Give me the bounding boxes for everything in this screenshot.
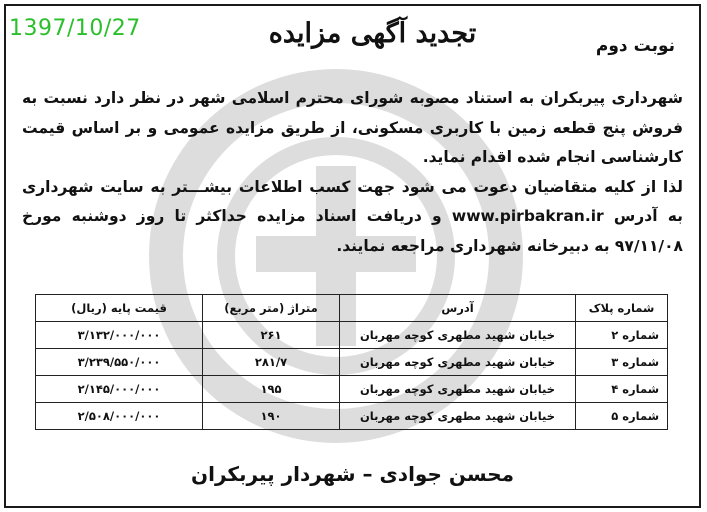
table-row — [36, 403, 668, 430]
cell-plate: شماره ۴ — [576, 376, 668, 403]
cell-price: ۳/۱۳۲/۰۰۰/۰۰۰ — [36, 322, 203, 349]
body-paragraph-2-start: لذا از کلیه متقاضیان دعوت می شود جهت کسب اطلاعات بیشـــتر به سایت شهرداری به آدرس — [22, 177, 683, 225]
signature-line: محسن جوادی – شهردار پیربکران — [191, 462, 514, 486]
notice-body — [22, 84, 683, 261]
cell-address: خیابان شهید مطهری کوچه مهربان — [340, 322, 576, 349]
date-stamp: 1397/10/27 — [9, 16, 141, 41]
cell-plate: شماره ۳ — [576, 349, 668, 376]
body-paragraph-2 — [22, 173, 683, 262]
table-row — [36, 322, 668, 349]
cell-plate: شماره ۵ — [576, 403, 668, 430]
table-row — [36, 349, 668, 376]
page-title: تجدید آگهی مزایده — [268, 18, 477, 49]
header-plate: شماره پلاک — [576, 295, 668, 322]
website-link[interactable]: www.pirbakran.ir — [451, 207, 604, 225]
cell-area: ۱۹۰ — [203, 403, 340, 430]
table-row — [36, 376, 668, 403]
cell-price: ۲/۱۴۵/۰۰۰/۰۰۰ — [36, 376, 203, 403]
header-price: قیمت پایه (ریال) — [36, 295, 203, 322]
cell-area: ۲۸۱/۷ — [203, 349, 340, 376]
cell-area: ۲۶۱ — [203, 322, 340, 349]
header-area: متراژ (متر مربع) — [203, 295, 340, 322]
header-address: آدرس — [340, 295, 576, 322]
cell-price: ۳/۲۳۹/۵۵۰/۰۰۰ — [36, 349, 203, 376]
table-header-row — [36, 295, 668, 322]
cell-address: خیابان شهید مطهری کوچه مهربان — [340, 376, 576, 403]
cell-address: خیابان شهید مطهری کوچه مهربان — [340, 349, 576, 376]
body-paragraph-1: شهرداری پیربکران به استناد مصوبه شورای محترم اسلامی شهر در نظر دارد نسبت به فروش پنج قطعه زمین با کاربری مسکونی، از طریق مزایده عمومی و بر اساس قیمت کارشناسی انجام شده اقدام نماید. — [22, 89, 683, 166]
body-paragraph-2-end: و دریافت اسناد مزایده حداکثر تا روز دوشنبه مورخ ۹۷/۱۱/۰۸ به دبیرخانه شهرداری مراجعه نمایند. — [22, 207, 683, 255]
notice-frame — [4, 4, 701, 508]
lots-table — [35, 294, 668, 430]
cell-price: ۲/۵۰۸/۰۰۰/۰۰۰ — [36, 403, 203, 430]
cell-area: ۱۹۵ — [203, 376, 340, 403]
cell-plate: شماره ۲ — [576, 322, 668, 349]
notice-round: نوبت دوم — [595, 36, 675, 56]
cell-address: خیابان شهید مطهری کوچه مهربان — [340, 403, 576, 430]
